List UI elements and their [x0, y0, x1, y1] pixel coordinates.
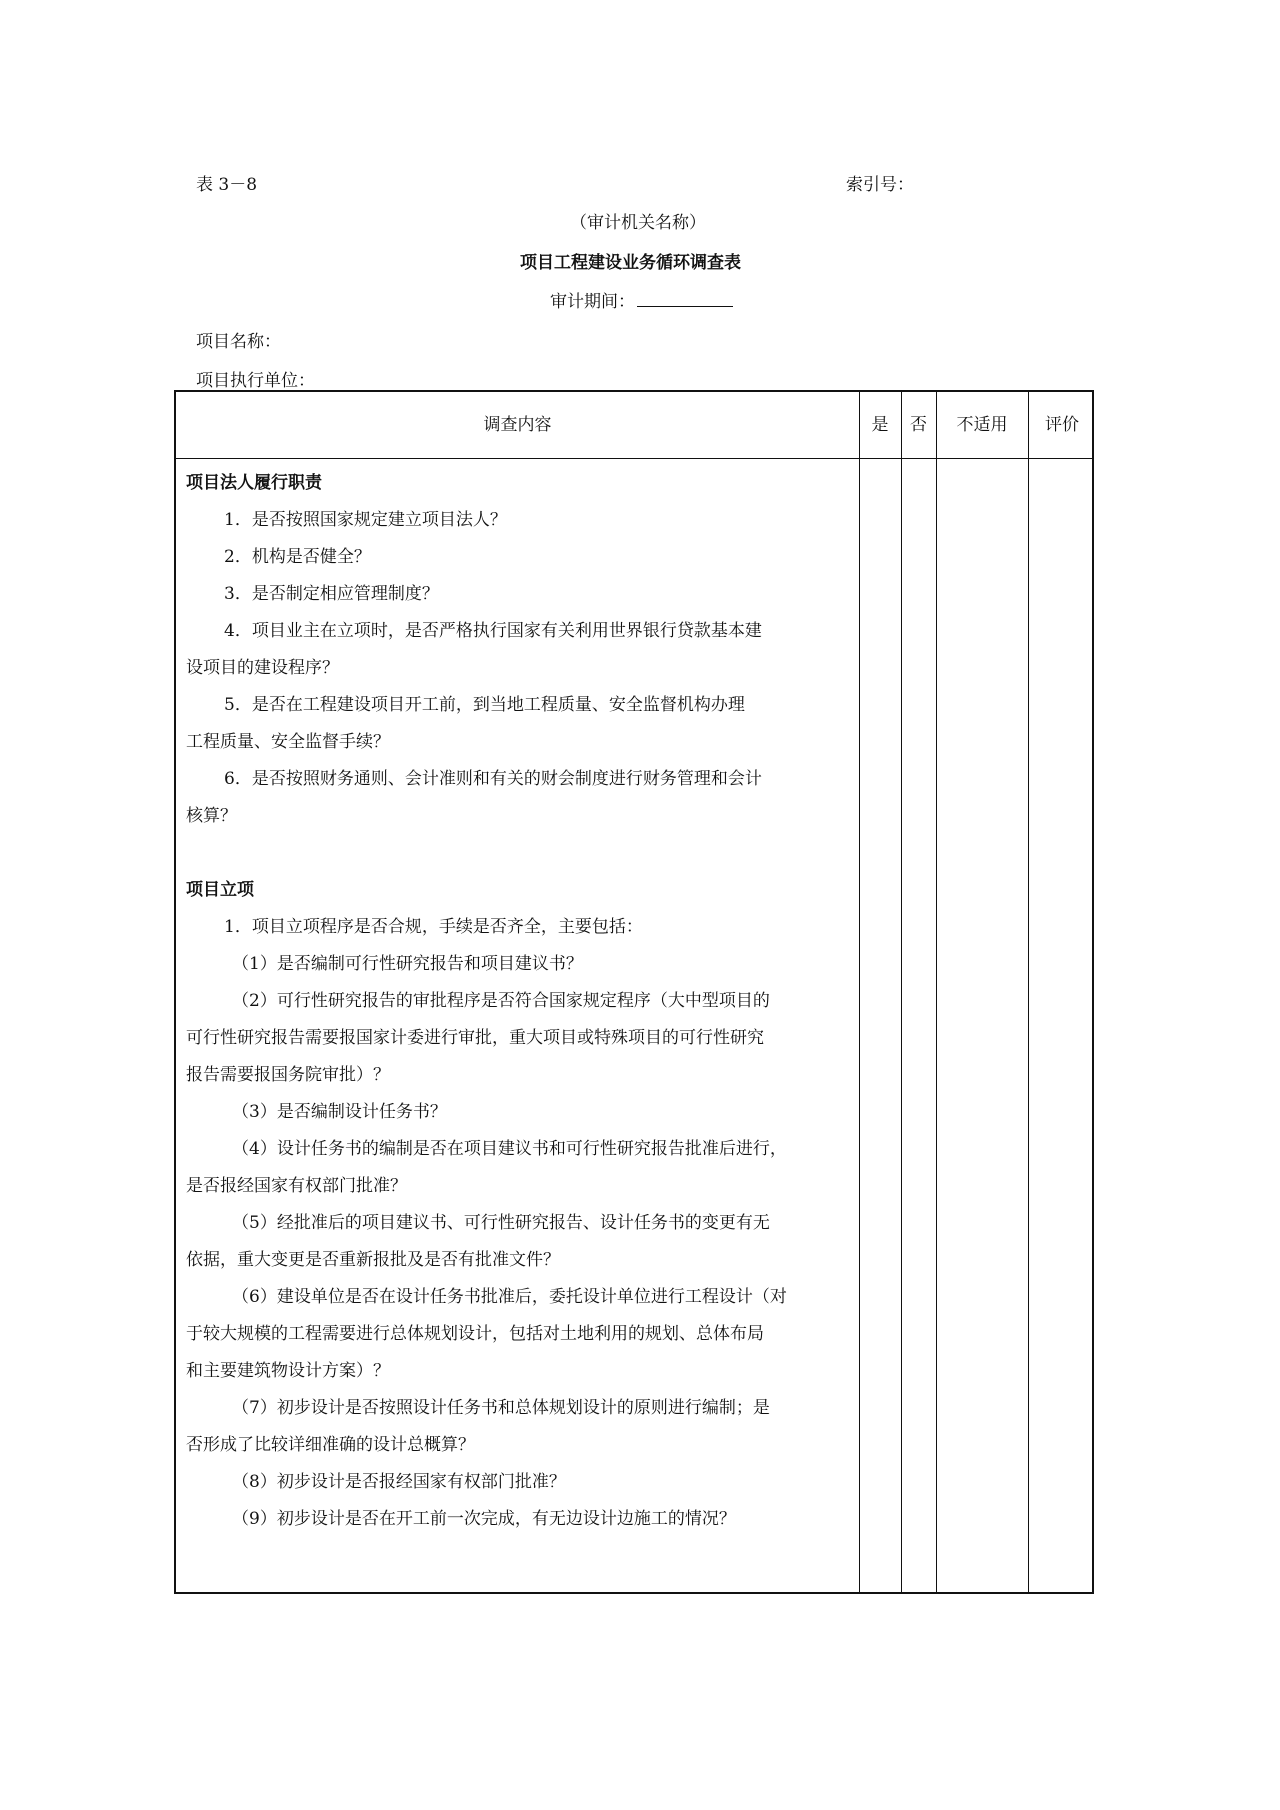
column-header-content: 调查内容 [483, 415, 552, 435]
list-item-continuation: 核算？ [186, 806, 237, 826]
list-item-continuation: 设项目的建设程序？ [186, 658, 339, 678]
list-item: 5．是否在工程建设项目开工前，到当地工程质量、安全监督机构办理 [224, 695, 745, 715]
list-item-continuation: 否形成了比较详细准确的设计总概算？ [186, 1435, 475, 1455]
col-divider [859, 392, 860, 1592]
col-divider [936, 392, 937, 1592]
column-header-evaluation: 评价 [1045, 415, 1079, 435]
page-title: 项目工程建设业务循环调查表 [520, 253, 741, 273]
audit-period-label: 审计期间： [550, 292, 635, 312]
header-divider [176, 458, 1092, 459]
list-item: （4）设计任务书的编制是否在项目建议书和可行性研究报告批准后进行， [232, 1139, 787, 1159]
column-header-yes: 是 [871, 415, 889, 435]
col-divider [1028, 392, 1029, 1592]
list-item-continuation: 是否报经国家有权部门批准？ [186, 1176, 407, 1196]
list-item: 1．是否按照国家规定建立项目法人？ [224, 510, 507, 530]
table-number: 表 3－8 [196, 175, 258, 195]
list-item-continuation: 报告需要报国务院审批）？ [186, 1065, 390, 1085]
index-number-label: 索引号： [846, 175, 914, 195]
survey-content [186, 465, 846, 1538]
project-name-label: 项目名称： [196, 332, 281, 352]
list-item: 1．项目立项程序是否合规，手续是否齐全，主要包括： [224, 917, 643, 937]
exec-unit-label: 项目执行单位： [196, 371, 315, 391]
audit-period [550, 287, 733, 312]
list-item: 4．项目业主在立项时，是否严格执行国家有关利用世界银行贷款基本建 [224, 621, 762, 641]
list-item: （7）初步设计是否按照设计任务书和总体规划设计的原则进行编制；是 [232, 1398, 770, 1418]
list-item-continuation: 和主要建筑物设计方案）？ [186, 1361, 390, 1381]
list-item: 3．是否制定相应管理制度？ [224, 584, 439, 604]
list-item: （6）建设单位是否在设计任务书批准后，委托设计单位进行工程设计（对 [232, 1287, 787, 1307]
section-title: 项目立项 [186, 880, 254, 900]
audit-period-blank[interactable] [637, 288, 733, 307]
col-divider [901, 392, 902, 1592]
list-item: （8）初步设计是否报经国家有权部门批准？ [232, 1472, 566, 1492]
list-item: （3）是否编制设计任务书？ [232, 1102, 447, 1122]
list-item: （5）经批准后的项目建议书、可行性研究报告、设计任务书的变更有无 [232, 1213, 770, 1233]
list-item: 2．机构是否健全？ [224, 547, 371, 567]
list-item-continuation: 于较大规模的工程需要进行总体规划设计，包括对土地利用的规划、总体布局 [186, 1324, 764, 1344]
list-item: （9）初步设计是否在开工前一次完成，有无边设计边施工的情况？ [232, 1509, 736, 1529]
section-title: 项目法人履行职责 [186, 473, 322, 493]
list-item: （2）可行性研究报告的审批程序是否符合国家规定程序（大中型项目的 [232, 991, 770, 1011]
list-item-continuation: 可行性研究报告需要报国家计委进行审批，重大项目或特殊项目的可行性研究 [186, 1028, 764, 1048]
list-item-continuation: 工程质量、安全监督手续？ [186, 732, 390, 752]
audit-org-name: （审计机关名称） [570, 213, 706, 233]
column-header-not-applicable: 不适用 [956, 415, 1008, 435]
list-item-continuation: 依据，重大变更是否重新报批及是否有批准文件？ [186, 1250, 560, 1270]
list-item: 6．是否按照财务通则、会计准则和有关的财会制度进行财务管理和会计 [224, 769, 762, 789]
column-header-no: 否 [910, 415, 927, 435]
list-item: （1）是否编制可行性研究报告和项目建议书？ [232, 954, 583, 974]
